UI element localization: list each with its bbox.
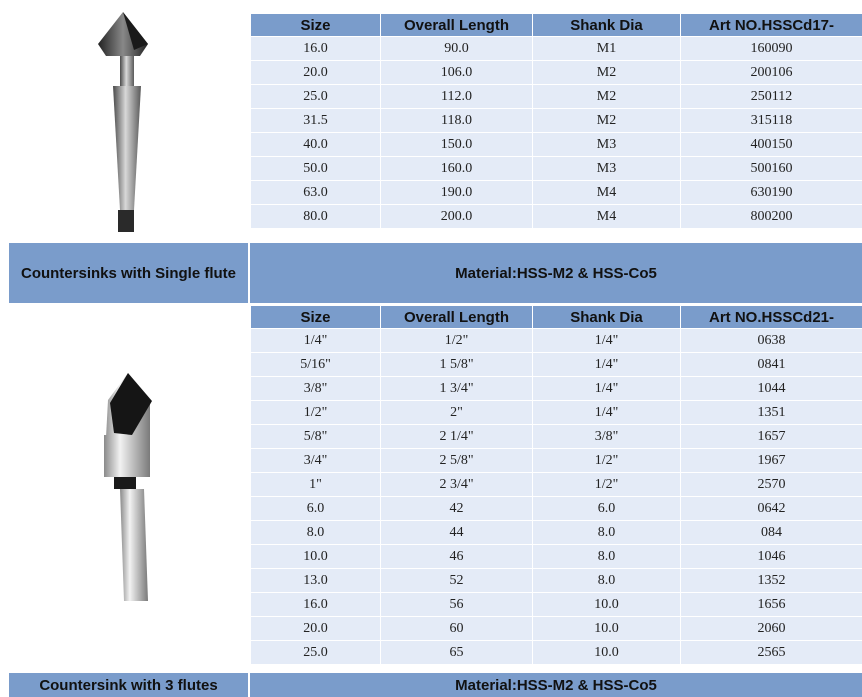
cell-art-no: 800200: [681, 205, 862, 229]
cell-art-no: 084: [681, 521, 862, 545]
cell-size: 1/4": [251, 329, 381, 353]
cell-art-no: 2060: [681, 617, 862, 641]
cell-size: 25.0: [251, 641, 381, 665]
cell-size: 5/16": [251, 353, 381, 377]
cell-shank-dia: 8.0: [533, 545, 681, 569]
cell-art-no: 160090: [681, 37, 862, 61]
table-row: [251, 473, 862, 497]
cell-overall-length: 1 3/4": [381, 377, 533, 401]
cell-size: 16.0: [251, 37, 381, 61]
cell-shank-dia: 1/2": [533, 473, 681, 497]
product-image-single-flute: [0, 0, 248, 240]
table-header-row: [251, 14, 862, 37]
cell-shank-dia: 3/8": [533, 425, 681, 449]
cell-overall-length: 52: [381, 569, 533, 593]
cell-size: 6.0: [251, 497, 381, 521]
table-row: [251, 377, 862, 401]
cell-art-no: 1967: [681, 449, 862, 473]
cell-art-no: 1657: [681, 425, 862, 449]
table-row: [251, 569, 862, 593]
cell-shank-dia: M3: [533, 157, 681, 181]
cell-size: 8.0: [251, 521, 381, 545]
table-row: [251, 181, 862, 205]
cell-art-no: 200106: [681, 61, 862, 85]
cell-overall-length: 56: [381, 593, 533, 617]
cell-overall-length: 2 1/4": [381, 425, 533, 449]
cell-size: 5/8": [251, 425, 381, 449]
cell-size: 40.0: [251, 133, 381, 157]
col-header-overall-length: Overall Length: [381, 14, 533, 37]
cell-art-no: 250112: [681, 85, 862, 109]
cell-shank-dia: M2: [533, 61, 681, 85]
cell-shank-dia: M2: [533, 109, 681, 133]
cell-overall-length: 2 5/8": [381, 449, 533, 473]
cell-overall-length: 2": [381, 401, 533, 425]
table-row: [251, 329, 862, 353]
col-header-overall-length: Overall Length: [381, 306, 533, 329]
cell-shank-dia: 1/4": [533, 353, 681, 377]
cell-shank-dia: 1/4": [533, 377, 681, 401]
table-row: [251, 133, 862, 157]
cell-art-no: 400150: [681, 133, 862, 157]
material-text: Material:HSS-M2 & HSS-Co5: [455, 676, 657, 694]
table-row: [251, 205, 862, 229]
table-row: [251, 617, 862, 641]
cell-overall-length: 46: [381, 545, 533, 569]
cell-art-no: 1656: [681, 593, 862, 617]
cell-art-no: 1351: [681, 401, 862, 425]
cell-overall-length: 118.0: [381, 109, 533, 133]
table-row: [251, 593, 862, 617]
table-row: [251, 521, 862, 545]
material-band-single-flute: [250, 243, 862, 303]
cell-size: 80.0: [251, 205, 381, 229]
col-header-art-no: Art NO.HSSCd17-: [681, 14, 862, 37]
table-row: [251, 545, 862, 569]
cell-overall-length: 1 5/8": [381, 353, 533, 377]
section-title-three-flutes: [9, 673, 248, 697]
cell-art-no: 0638: [681, 329, 862, 353]
table-row: [251, 85, 862, 109]
col-header-size: Size: [251, 14, 381, 37]
cell-overall-length: 42: [381, 497, 533, 521]
cell-size: 10.0: [251, 545, 381, 569]
cell-art-no: 630190: [681, 181, 862, 205]
section-title-single-flute: [9, 243, 248, 303]
cell-size: 16.0: [251, 593, 381, 617]
cell-art-no: 1044: [681, 377, 862, 401]
cell-size: 25.0: [251, 85, 381, 109]
cell-overall-length: 2 3/4": [381, 473, 533, 497]
cell-overall-length: 90.0: [381, 37, 533, 61]
material-band-three-flutes: [250, 673, 862, 697]
table-header-row: [251, 306, 862, 329]
cell-size: 1/2": [251, 401, 381, 425]
cell-size: 3/4": [251, 449, 381, 473]
table-row: [251, 37, 862, 61]
cell-size: 1": [251, 473, 381, 497]
cell-size: 50.0: [251, 157, 381, 181]
cell-shank-dia: M3: [533, 133, 681, 157]
cell-shank-dia: 10.0: [533, 593, 681, 617]
cell-shank-dia: 1/2": [533, 449, 681, 473]
cell-art-no: 0841: [681, 353, 862, 377]
cell-overall-length: 65: [381, 641, 533, 665]
cell-shank-dia: M4: [533, 181, 681, 205]
col-header-shank-dia: Shank Dia: [533, 306, 681, 329]
cell-overall-length: 44: [381, 521, 533, 545]
cell-size: 20.0: [251, 617, 381, 641]
cell-shank-dia: 1/4": [533, 401, 681, 425]
cell-art-no: 2565: [681, 641, 862, 665]
cell-overall-length: 112.0: [381, 85, 533, 109]
table-row: [251, 425, 862, 449]
cell-overall-length: 106.0: [381, 61, 533, 85]
single-flute-countersink-icon: [0, 0, 248, 240]
section-title-text: Countersinks with Single flute: [20, 264, 237, 282]
table-single-flute: [250, 13, 862, 229]
table-row: [251, 61, 862, 85]
cell-art-no: 1046: [681, 545, 862, 569]
cell-overall-length: 60: [381, 617, 533, 641]
table-row: [251, 497, 862, 521]
cell-shank-dia: M2: [533, 85, 681, 109]
cell-shank-dia: 10.0: [533, 617, 681, 641]
table-row: [251, 401, 862, 425]
material-text: Material:HSS-M2 & HSS-Co5: [455, 264, 657, 282]
cell-shank-dia: 8.0: [533, 569, 681, 593]
cell-overall-length: 190.0: [381, 181, 533, 205]
cell-overall-length: 150.0: [381, 133, 533, 157]
product-image-three-flutes: [0, 305, 248, 671]
cell-overall-length: 1/2": [381, 329, 533, 353]
section-title-text: Countersink with 3 flutes: [39, 676, 218, 694]
cell-shank-dia: M1: [533, 37, 681, 61]
cell-overall-length: 200.0: [381, 205, 533, 229]
cell-shank-dia: 8.0: [533, 521, 681, 545]
three-flute-countersink-icon: [0, 305, 248, 671]
cell-shank-dia: 6.0: [533, 497, 681, 521]
cell-size: 31.5: [251, 109, 381, 133]
cell-size: 20.0: [251, 61, 381, 85]
cell-size: 3/8": [251, 377, 381, 401]
table-row: [251, 157, 862, 181]
table-row: [251, 109, 862, 133]
cell-shank-dia: 1/4": [533, 329, 681, 353]
cell-size: 63.0: [251, 181, 381, 205]
cell-shank-dia: M4: [533, 205, 681, 229]
table-row: [251, 353, 862, 377]
table-row: [251, 449, 862, 473]
table-three-flutes: [250, 305, 862, 665]
cell-overall-length: 160.0: [381, 157, 533, 181]
cell-art-no: 500160: [681, 157, 862, 181]
col-header-size: Size: [251, 306, 381, 329]
cell-shank-dia: 10.0: [533, 641, 681, 665]
cell-art-no: 2570: [681, 473, 862, 497]
col-header-art-no: Art NO.HSSCd21-: [681, 306, 862, 329]
cell-art-no: 0642: [681, 497, 862, 521]
table-row: [251, 641, 862, 665]
cell-art-no: 1352: [681, 569, 862, 593]
cell-size: 13.0: [251, 569, 381, 593]
col-header-shank-dia: Shank Dia: [533, 14, 681, 37]
cell-art-no: 315118: [681, 109, 862, 133]
